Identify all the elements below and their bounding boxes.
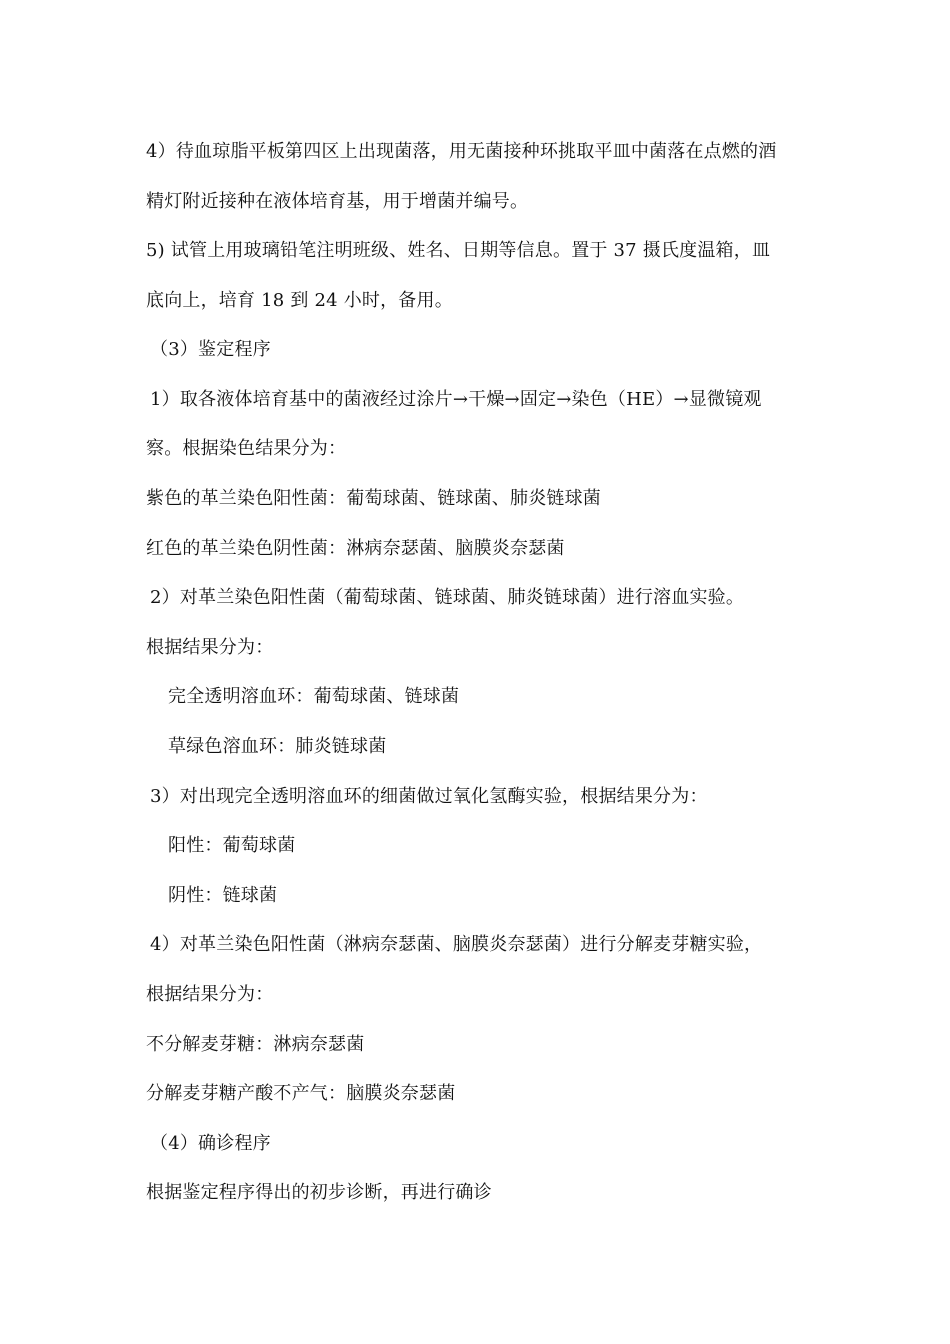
confirmation-text: 根据鉴定程序得出的初步诊断，再进行确诊 [146,1182,492,1203]
section-heading-confirmation: （4）确诊程序 [150,1133,271,1154]
hemolysis-complete-result: 完全透明溶血环：葡萄球菌、链球菌 [168,686,460,707]
identification-step-2-line-2: 根据结果分为： [146,637,274,658]
maltose-negative-result: 不分解麦芽糖：淋病奈瑟菌 [146,1034,365,1055]
identification-step-1-line-1: 1）取各液体培育基中的菌液经过涂片→干燥→固定→染色（HE）→显微镜观 [150,389,762,410]
paragraph-step-4-line-2: 精灯附近接种在液体培育基，用于增菌并编号。 [146,191,529,212]
identification-step-2-line-1: 2）对革兰染色阳性菌（葡萄球菌、链球菌、肺炎链球菌）进行溶血实验。 [150,587,745,608]
identification-step-4-line-1: 4）对革兰染色阳性菌（淋病奈瑟菌、脑膜炎奈瑟菌）进行分解麦芽糖实验， [150,934,763,955]
identification-step-3: 3）对出现完全透明溶血环的细菌做过氧化氢酶实验，根据结果分为： [150,786,708,807]
identification-step-1-line-2: 察。根据染色结果分为： [146,438,347,459]
catalase-positive-result: 阳性：葡萄球菌 [168,835,296,856]
paragraph-step-5-line-1: 5) 试管上用玻璃铅笔注明班级、姓名、日期等信息。置于 37 摄氏度温箱，皿 [146,240,771,261]
hemolysis-green-result: 草绿色溶血环：肺炎链球菌 [168,736,387,757]
gram-positive-result: 紫色的革兰染色阳性菌：葡萄球菌、链球菌、肺炎链球菌 [146,488,601,509]
gram-negative-result: 红色的革兰染色阴性菌：淋病奈瑟菌、脑膜炎奈瑟菌 [146,538,565,559]
paragraph-step-5-line-2: 底向上，培育 18 到 24 小时，备用。 [146,290,453,311]
catalase-negative-result: 阴性：链球菌 [168,885,278,906]
section-heading-identification: （3）鉴定程序 [150,339,271,360]
maltose-positive-result: 分解麦芽糖产酸不产气：脑膜炎奈瑟菌 [146,1083,456,1104]
paragraph-step-4-line-1: 4）待血琼脂平板第四区上出现菌落，用无菌接种环挑取平皿中菌落在点燃的酒 [146,141,777,162]
identification-step-4-line-2: 根据结果分为： [146,984,274,1005]
